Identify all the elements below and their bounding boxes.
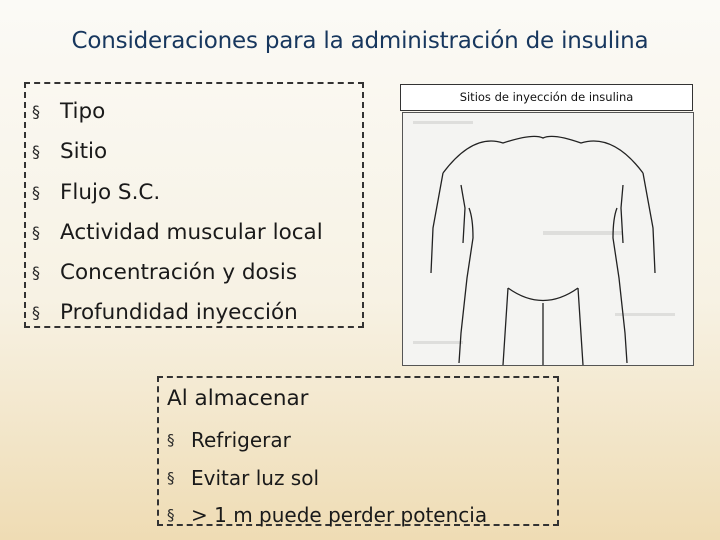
storage-text: Evitar luz sol [191,465,320,490]
factors-box [24,82,364,328]
bullet-icon: § [32,303,40,323]
bullet-icon: § [167,506,175,524]
factor-text: Tipo [60,99,106,124]
body-diagram-illustration [403,113,693,365]
storage-text: Refrigerar [191,428,291,452]
factor-text: Actividad muscular local [60,219,323,245]
list-item [26,173,362,213]
bullet-icon: § [32,142,40,162]
injection-sites-figure [402,112,694,366]
bullet-icon: § [32,182,40,202]
list-item [159,422,557,460]
factor-text: Flujo S.C. [60,179,161,205]
list-item [26,132,362,172]
list-item [26,213,362,253]
factor-text: Concentración y dosis [60,260,298,286]
storage-box [157,376,559,526]
factors-list [26,92,362,334]
storage-text: > 1 m puede perder potencia [191,503,488,527]
bullet-icon: § [167,468,175,487]
factor-text: Sitio [60,139,108,165]
list-item [26,293,362,333]
list-item [26,253,362,293]
list-item [26,92,362,132]
image-caption: Sitios de inyección de insulina [400,84,693,111]
bullet-icon: § [32,102,40,121]
list-item [159,497,557,535]
storage-list [159,422,557,535]
front-body-outline [431,136,655,365]
storage-heading: Al almacenar [167,386,309,411]
list-item [159,460,557,498]
factor-text: Profundidad inyección [60,300,298,326]
bullet-icon: § [167,431,175,449]
bullet-icon: § [32,222,40,242]
slide-title: Consideraciones para la administración de insulina [71,28,649,54]
bullet-icon: § [32,263,40,283]
